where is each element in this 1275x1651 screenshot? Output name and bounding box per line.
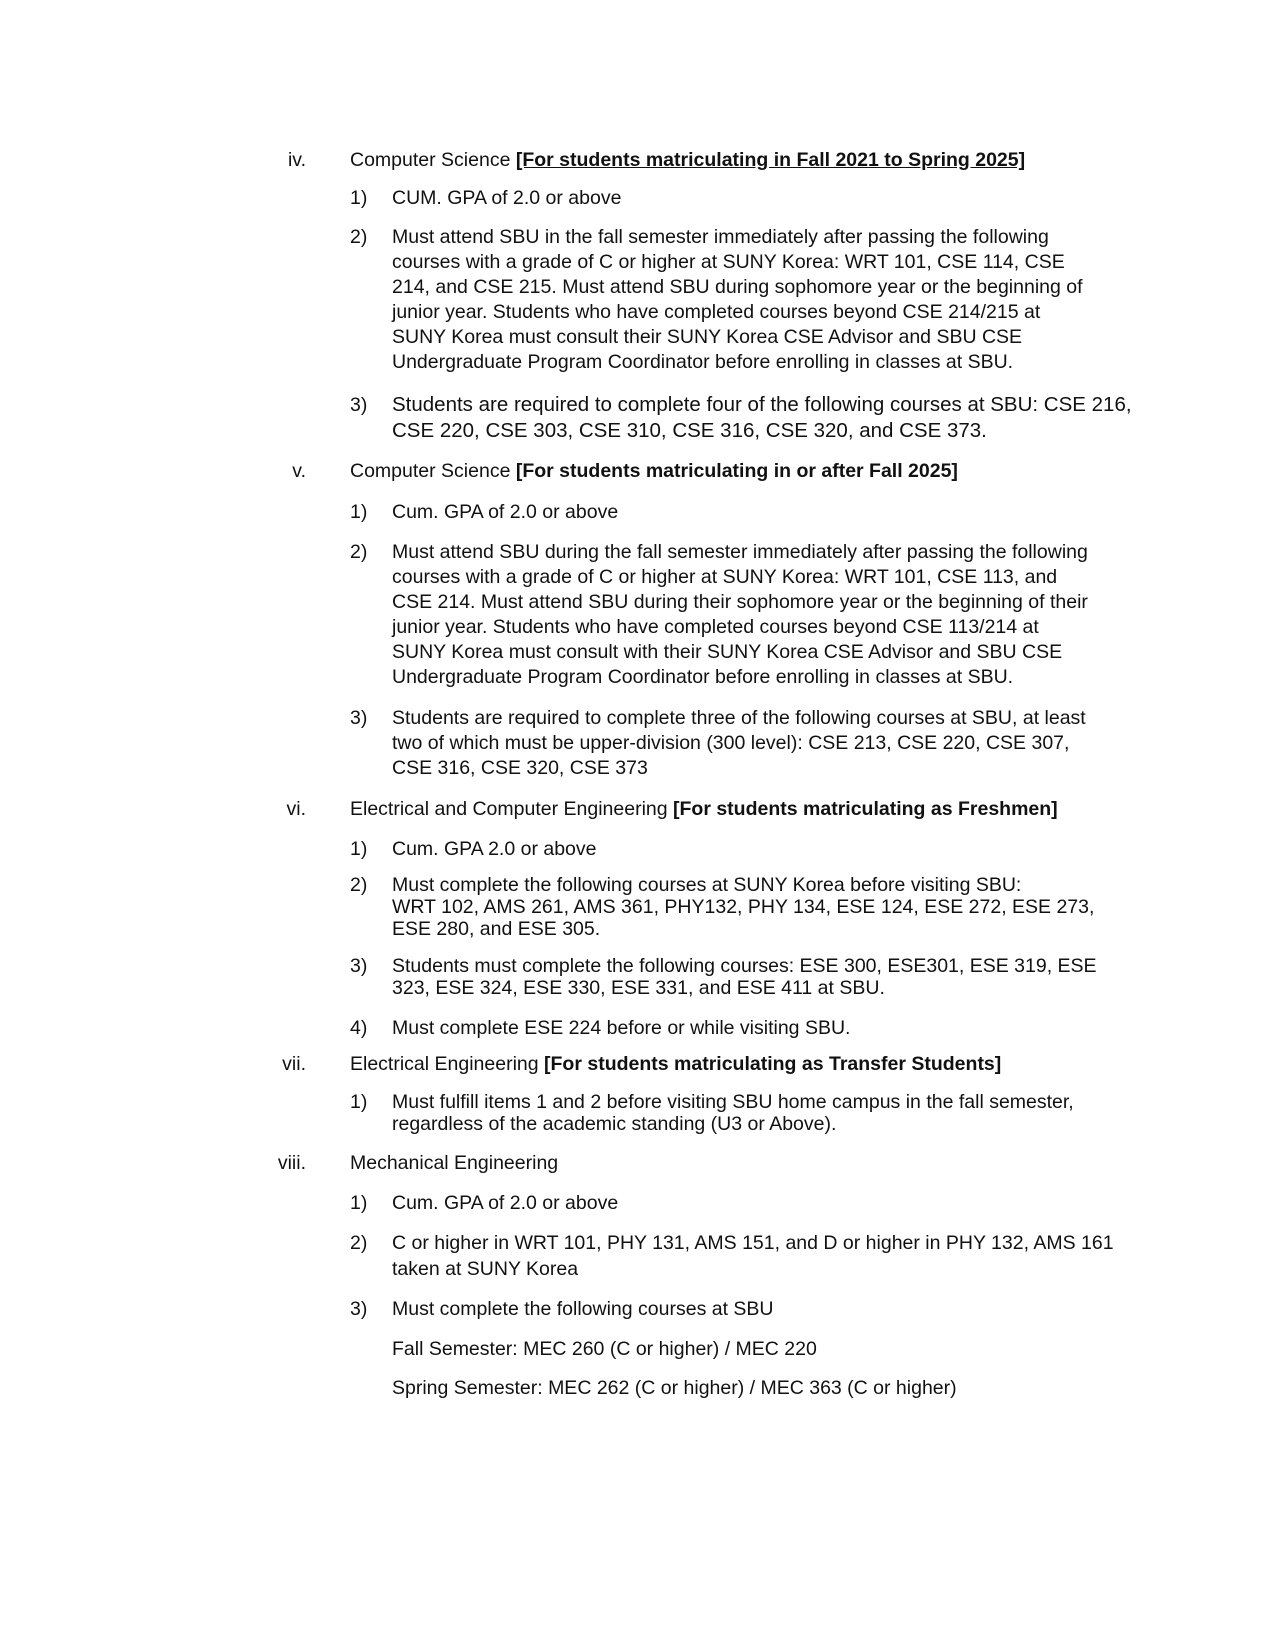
- item-text: [392, 955, 1132, 999]
- item-number: 1): [350, 1091, 368, 1113]
- item-line: 323, ESE 324, ESE 330, ESE 331, and ESE 411 at SBU.: [392, 977, 885, 999]
- item-line: 214, and CSE 215. Must attend SBU during sophomore year or the beginning of: [392, 276, 1083, 298]
- item-line: WRT 102, AMS 261, AMS 361, PHY132, PHY 134, ESE 124, ESE 272, ESE 273,: [392, 896, 1095, 918]
- item-line: Students must complete the following courses: ESE 300, ESE301, ESE 319, ESE: [392, 955, 1097, 977]
- section-title: [350, 459, 958, 483]
- section-numeral: v.: [292, 460, 306, 482]
- item-line: ESE 280, and ESE 305.: [392, 918, 601, 940]
- item-text: [392, 499, 1132, 525]
- item-number: 3): [350, 707, 368, 729]
- section-title: [350, 1052, 1001, 1076]
- item-line: CSE 316, CSE 320, CSE 373: [392, 757, 648, 779]
- item-number: 2): [350, 226, 368, 248]
- item-line: courses with a grade of C or higher at SUNY Korea: WRT 101, CSE 114, CSE: [392, 251, 1065, 273]
- item-text: [392, 1230, 1132, 1282]
- item-line: junior year. Students who have completed courses beyond CSE 113/214 at: [392, 616, 1039, 638]
- item-text: [392, 874, 1132, 940]
- item-number: 1): [350, 501, 368, 523]
- section-qualifier: [For students matriculating as Freshmen]: [673, 798, 1058, 820]
- item-line: regardless of the academic standing (U3 or Above).: [392, 1113, 837, 1135]
- item-text: [392, 225, 1132, 375]
- item-text: [392, 1091, 1132, 1135]
- item-number: 1): [350, 838, 368, 860]
- item-line: Must attend SBU in the fall semester immediately after passing the following: [392, 226, 1049, 248]
- item-line: Must attend SBU during the fall semester immediately after passing the following: [392, 541, 1088, 563]
- item-line: Must complete the following courses at SBU: [392, 1298, 774, 1320]
- section-label: Computer Science: [350, 460, 511, 482]
- item-text: [392, 392, 1132, 444]
- item-line: Undergraduate Program Coordinator before enrolling in classes at SBU.: [392, 666, 1014, 688]
- item-line: taken at SUNY Korea: [392, 1258, 579, 1280]
- item-text: [392, 836, 1132, 862]
- item-line: Students are required to complete three of the following courses at SBU, at least: [392, 707, 1086, 729]
- item-line: Students are required to complete four of the following courses at SBU: CSE 216,: [392, 393, 1132, 416]
- section-title: [350, 1151, 558, 1175]
- item-line: Must fulfill items 1 and 2 before visiting SBU home campus in the fall semester,: [392, 1091, 1074, 1113]
- section-label: Electrical and Computer Engineering: [350, 798, 668, 820]
- section-label: Mechanical Engineering: [350, 1152, 559, 1174]
- section-qualifier: [For students matriculating in Fall 2021 to Spring 2025]: [515, 149, 1026, 171]
- item-line: Cum. GPA of 2.0 or above: [392, 1192, 619, 1214]
- item-line: CUM. GPA of 2.0 or above: [392, 187, 622, 209]
- item-line: Undergraduate Program Coordinator before enrolling in classes at SBU.: [392, 351, 1014, 373]
- item-line: Cum. GPA 2.0 or above: [392, 838, 597, 860]
- item-line: SUNY Korea must consult their SUNY Korea CSE Advisor and SBU CSE: [392, 326, 1023, 348]
- semester-note-spring: Spring Semester: MEC 262 (C or higher) / MEC 363 (C or higher): [392, 1377, 957, 1399]
- section-label: Electrical Engineering: [350, 1053, 539, 1075]
- item-line: courses with a grade of C or higher at SUNY Korea: WRT 101, CSE 113, and: [392, 566, 1058, 588]
- item-line: CSE 220, CSE 303, CSE 310, CSE 316, CSE 320, and CSE 373.: [392, 419, 987, 442]
- item-number: 3): [350, 955, 368, 977]
- item-number: 2): [350, 874, 368, 896]
- section-numeral: vii.: [282, 1053, 306, 1075]
- section-numeral: viii.: [277, 1152, 306, 1174]
- item-text: [392, 540, 1132, 690]
- semester-note-fall: Fall Semester: MEC 260 (C or higher) / MEC 220: [392, 1338, 817, 1360]
- section-numeral: vi.: [286, 798, 306, 820]
- section-qualifier: [For students matriculating in or after Fall 2025]: [515, 460, 958, 482]
- item-line: C or higher in WRT 101, PHY 131, AMS 151, and D or higher in PHY 132, AMS 161: [392, 1232, 1114, 1254]
- item-line: junior year. Students who have completed courses beyond CSE 214/215 at: [392, 301, 1041, 323]
- item-line: Cum. GPA of 2.0 or above: [392, 501, 619, 523]
- item-number: 2): [350, 541, 368, 563]
- item-number: 1): [350, 1192, 368, 1214]
- item-number: 1): [350, 187, 368, 209]
- item-text: [392, 1015, 1132, 1041]
- item-line: Must complete the following courses at SUNY Korea before visiting SBU:: [392, 874, 1022, 896]
- item-line: two of which must be upper-division (300 level): CSE 213, CSE 220, CSE 307,: [392, 732, 1070, 754]
- section-label: Computer Science: [350, 149, 511, 171]
- section-qualifier: [For students matriculating as Transfer Students]: [544, 1053, 1002, 1075]
- section-title: [350, 797, 1058, 821]
- item-text: [392, 1190, 1132, 1216]
- section-numeral: iv.: [287, 149, 306, 171]
- item-number: 3): [350, 1298, 368, 1320]
- item-text: [392, 185, 1132, 211]
- item-number: 2): [350, 1232, 368, 1254]
- section-title: [350, 148, 1025, 172]
- item-number: 3): [350, 394, 368, 416]
- item-text: [392, 1296, 1132, 1322]
- item-text: [392, 706, 1132, 781]
- item-number: 4): [350, 1017, 368, 1039]
- item-line: CSE 214. Must attend SBU during their sophomore year or the beginning of their: [392, 591, 1088, 613]
- item-line: SUNY Korea must consult with their SUNY Korea CSE Advisor and SBU CSE: [392, 641, 1063, 663]
- item-line: Must complete ESE 224 before or while visiting SBU.: [392, 1017, 851, 1039]
